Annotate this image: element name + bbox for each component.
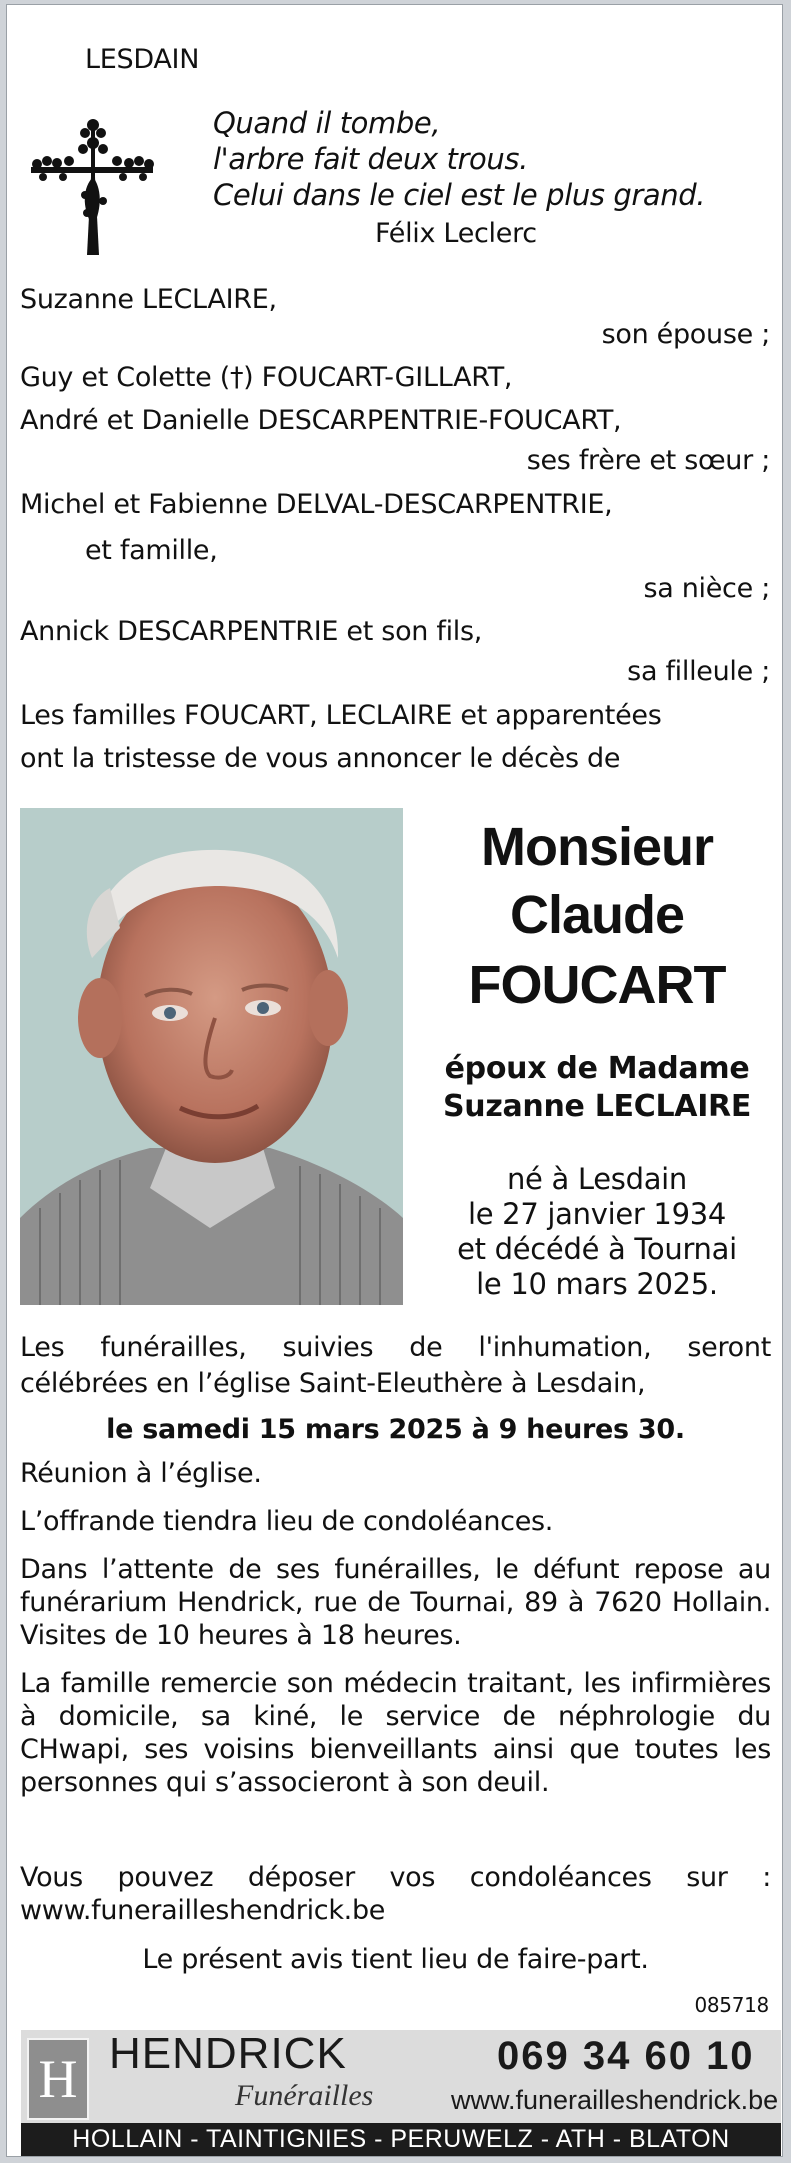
brand-subtitle: Funérailles xyxy=(235,2079,374,2112)
family-line: Michel et Fabienne DELVAL-DESCARPENTRIE, xyxy=(20,489,613,520)
family-line: Les familles FOUCART, LECLAIRE et apparentées xyxy=(20,700,662,731)
announcement-line: ont la tristesse de vous annoncer le décès de xyxy=(20,743,621,774)
thanks-paragraph: La famille remercie son médecin traitant, les infirmières à domicile, sa kiné, le service de néphrologie du CHwapi, ses voisins bienveillants ainsi que toutes les personnes qui s’associeront à son deuil. xyxy=(20,1668,771,1798)
quote-author: Félix Leclerc xyxy=(375,218,537,249)
hendrick-logo-icon: H xyxy=(27,2038,89,2120)
family-line: André et Danielle DESCARPENTRIE-FOUCART, xyxy=(20,405,622,436)
family-line: Annick DESCARPENTRIE et son fils, xyxy=(20,616,483,647)
family-role: son épouse ; xyxy=(601,319,770,350)
condolences-paragraph: Vous pouvez déposer vos condoléances sur : www.funerailleshendrick.be xyxy=(20,1862,771,1926)
deceased-last-name: FOUCART xyxy=(468,955,726,1015)
deceased-first-name: Claude xyxy=(509,885,685,945)
phone-number: 069 34 60 10 xyxy=(497,2034,755,2078)
family-role: sa filleule ; xyxy=(627,656,770,687)
family-line: Suzanne LECLAIRE, xyxy=(20,284,277,315)
death-date: le 10 mars 2025. xyxy=(476,1267,718,1301)
brand-name: HENDRICK xyxy=(109,2029,347,2078)
portrait-photo xyxy=(20,808,403,1305)
death-place: et décédé à Tournai xyxy=(457,1232,737,1266)
quote-line-3: Celui dans le ciel est le plus grand. xyxy=(213,178,706,212)
quote-line-1: Quand il tombe, xyxy=(213,106,441,140)
spouse-line: époux de Madame xyxy=(444,1051,750,1086)
rest-paragraph: Dans l’attente de ses funérailles, le défunt repose au funérarium Hendrick, rue de Tournai, 89 à 7620 Hollain. Visites de 10 heures à 18 heures. xyxy=(20,1554,771,1651)
funeral-date: le samedi 15 mars 2025 à 9 heures 30. xyxy=(106,1414,685,1445)
quote-line-2: l'arbre fait deux trous. xyxy=(213,142,528,176)
birth-place: né à Lesdain xyxy=(506,1162,688,1196)
website-link[interactable]: www.funerailleshendrick.be xyxy=(451,2085,779,2115)
deceased-title: Monsieur xyxy=(480,817,714,877)
family-line: Guy et Colette (†) FOUCART-GILLART, xyxy=(20,362,513,393)
meeting-note: Réunion à l’église. xyxy=(20,1458,262,1489)
obituary-page xyxy=(6,4,783,2157)
locations-bar: HOLLAIN - TAINTIGNIES - PERUWELZ - ATH - BLATON xyxy=(21,2123,781,2156)
offering-note: L’offrande tiendra lieu de condoléances. xyxy=(20,1506,554,1537)
family-line: et famille, xyxy=(85,535,218,566)
reference-number: 085718 xyxy=(694,1993,769,2017)
funeral-line-2: célébrées en l’église Saint-Eleuthère à Lesdain, xyxy=(20,1368,646,1399)
family-role: sa nièce ; xyxy=(643,573,770,604)
funeral-line-1: Les funérailles, suivies de l'inhumation, seront xyxy=(20,1332,771,1363)
birth-date: le 27 janvier 1934 xyxy=(467,1197,727,1231)
tree-cross-icon xyxy=(23,117,163,257)
funeral-home-banner xyxy=(21,2030,781,2156)
spouse-name: Suzanne LECLAIRE xyxy=(442,1089,752,1124)
notice-line: Le présent avis tient lieu de faire-part. xyxy=(142,1944,649,1975)
village-name: LESDAIN xyxy=(85,44,200,75)
family-role: ses frère et sœur ; xyxy=(526,445,770,476)
